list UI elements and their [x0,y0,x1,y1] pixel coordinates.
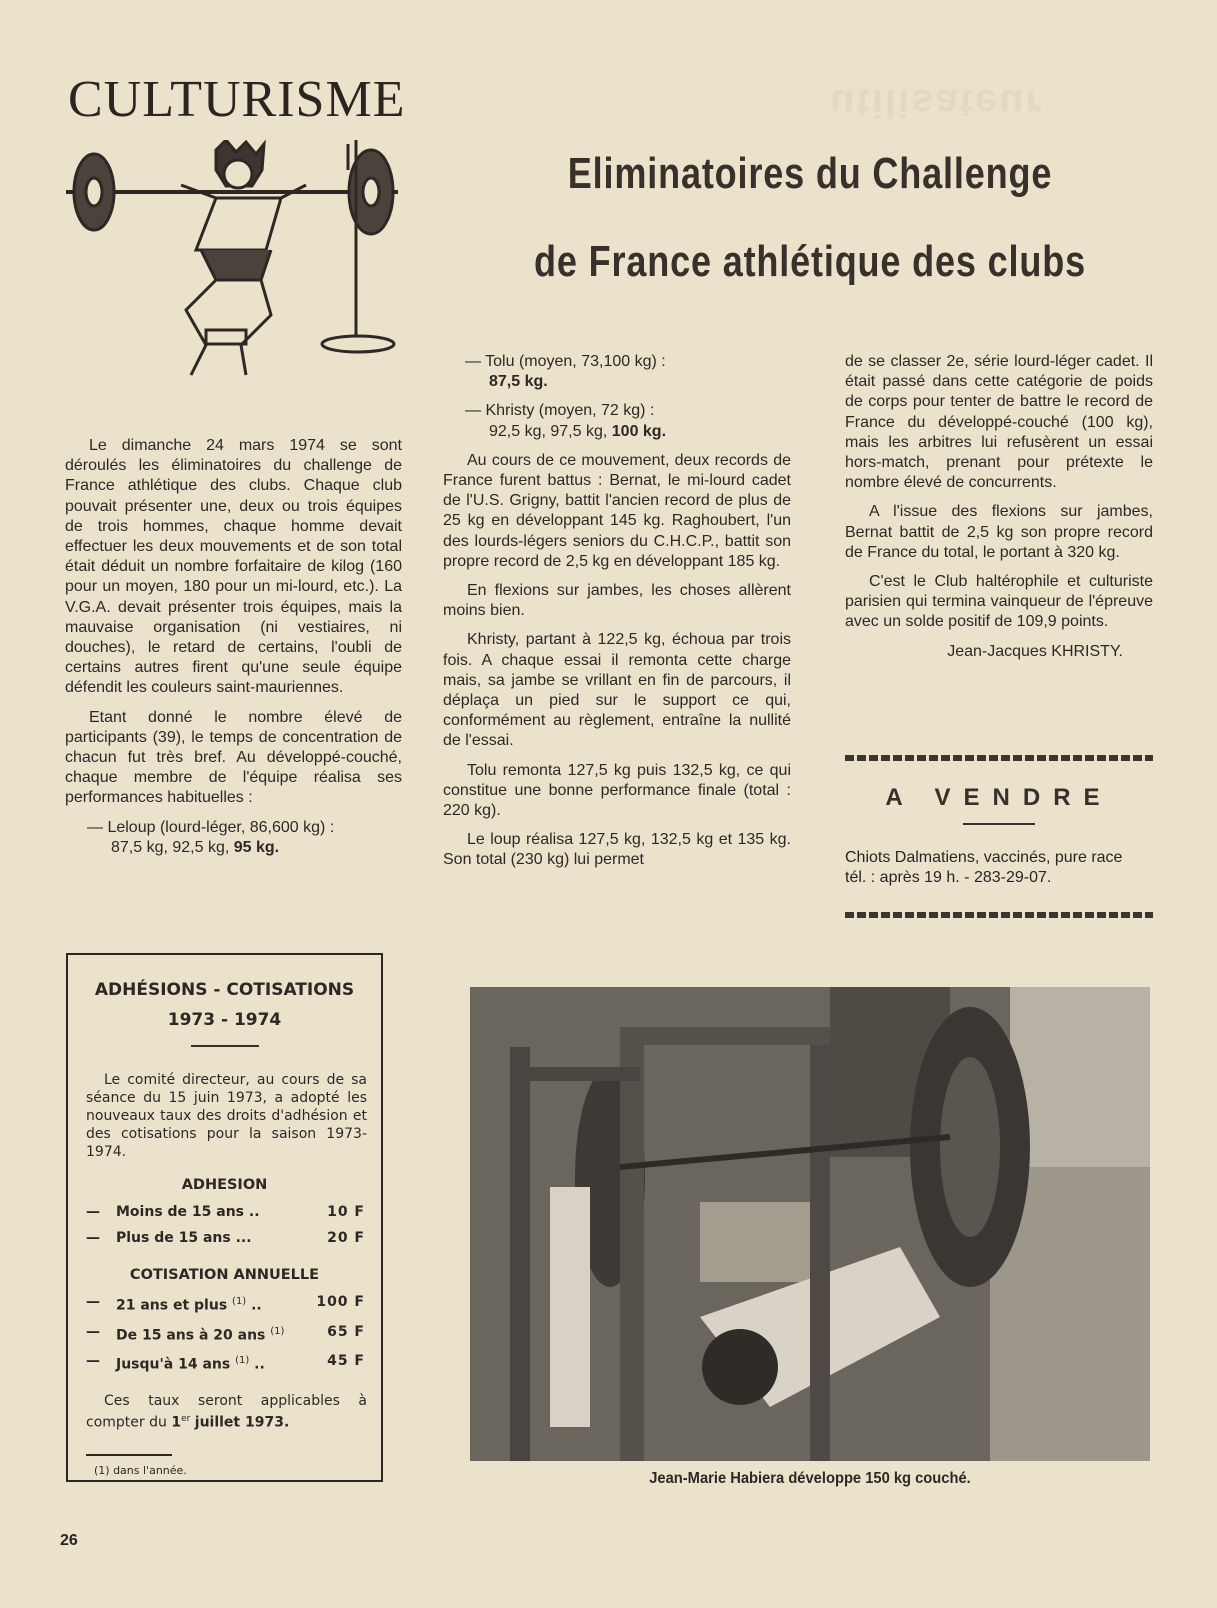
headline-line-2: de France athlétique des clubs [534,237,1086,286]
entry-best: 95 kg. [233,838,280,856]
rate-label-group [116,1348,305,1378]
result-entry-leloup [65,818,402,858]
rate-label: De 15 ans à 20 ans [116,1327,266,1344]
adhesion-heading: ADHESION [181,1177,268,1193]
footnote-ref: (1) [232,1296,247,1307]
rate-dash: — [86,1204,100,1220]
headline-line-1: Eliminatoires du Challenge [567,149,1053,198]
rate-dash: — [86,1294,100,1310]
rate-row [68,1348,381,1378]
result-entry-tolu [443,352,791,392]
rate-value: 45 F [327,1353,365,1370]
entry-values: 87,5 kg, 92,5 kg, [111,838,230,856]
rate-value: 65 F [327,1323,365,1340]
rate-label: 21 ans et plus [116,1297,228,1314]
entry-values: 92,5 kg, 97,5 kg, [489,422,608,440]
box-title-line-2: 1973 - 1974 [167,1010,282,1030]
weightlifter-illustration [66,140,406,390]
rate-label-group [116,1319,305,1349]
box-intro [68,1071,381,1161]
entry-name: — Leloup (lourd-léger, 86,600 kg) : [87,818,335,836]
rate-value: 10 F [327,1204,365,1220]
rate-label-group [116,1289,305,1319]
entry-best: 87,5 kg. [489,373,548,391]
box-outro [68,1392,381,1432]
entry-best: 100 kg. [611,422,667,440]
rate-row [68,1289,381,1319]
classified-line: tél. : après 19 h. - 283-29-07. [845,869,1052,886]
result-entry-khristy [443,401,791,441]
outro-date: juillet 1973. [194,1414,290,1431]
rate-value: 100 F [316,1294,365,1310]
article-paragraph: Etant donné le nombre élevé de participants (39), le temps de concentration de chacun fut très bref. Au développé-couché, chaque membre de l'équipe réalisa ses performances habituelles : [65,708,402,807]
rate-row [68,1225,381,1251]
membership-fees-box [66,953,383,1482]
author-signature: Jean-Jacques KHRISTY. [947,642,1123,660]
entry-name: — Khristy (moyen, 72 kg) : [465,402,655,420]
rate-label: Moins de 15 ans .. [116,1204,260,1220]
rate-leader: .. [246,1297,262,1314]
photo-caption: Jean-Marie Habiera développe 150 kg couché. [649,1470,971,1487]
classified-ad-text [845,848,1165,888]
article-paragraph: Le loup réalisa 127,5 kg, 132,5 kg et 135 kg. Son total (230 kg) lui permet [443,831,791,869]
article-headline [531,130,1089,306]
article-paragraph: Khristy, partant à 122,5 kg, échoua par trois fois. A chaque essai il remonta cette charge mais, sa jambe se vrillant en fin de parcours, il déplaça un pied sur le support ce qui, conformément au règlement, entraîne la nullité de l'essai. [443,631,791,750]
classified-line: Chiots Dalmatiens, vaccinés, pure race [845,849,1123,866]
article-paragraph: Au cours de ce mouvement, deux records de France furent battus : Bernat, le mi-lourd cadet de l'U.S. Grigny, battit l'ancien record de plus de 25 kg en développant 145 kg. Raghoubert, l'un des lourds-légers seniors du C.H.C.P., battit son propre record de 2,5 kg en développant 185 kg. [443,451,791,570]
footnote-rule [86,1454,172,1456]
bench-press-photo [470,987,1150,1461]
rate-dash: — [86,1353,100,1370]
article-paragraph: En flexions sur jambes, les choses allèrent moins bien. [443,582,791,620]
outro-day: 1 [171,1414,182,1431]
article-paragraph: Le dimanche 24 mars 1974 se sont déroulés les éliminatoires du challenge de France athlétique des clubs. Chaque club pouvait présenter une, deux ou trois équipes de trois hommes, chaque homme devait effectuer les deux mouvements et de son total était déduit un nombre forfaitaire de kilog (160 pour un moyen, 180 pour un mi-lourd, etc.). La V.G.A. devait présenter trois équipes, mais la mauvaise organisation (ni vestiaires, ni douches), le retard de certains, l'oubli de certains autres firent qu'une seule équipe défendit les couleurs saint-mauriennes. [65,437,402,697]
rate-leader: .. [249,1356,265,1373]
box-title-line-1: ADHÉSIONS - COTISATIONS [94,980,355,1000]
rope-divider-bottom [845,912,1153,918]
rate-label: Jusqu'à 14 ans [116,1356,231,1373]
page-number: 26 [60,1532,78,1549]
section-title: CULTURISME [68,71,406,128]
article-paragraph: Tolu remonta 127,5 kg puis 132,5 kg, ce qui constitue une bonne performance finale (total : 220 kg). [443,761,791,820]
rate-row [68,1199,381,1225]
weightlifter-drawing [66,140,406,390]
outro-day-sup: er [181,1413,191,1424]
box-intro-text: Le comité directeur, au cours de sa séance du 15 juin 1973, a adopté les nouveaux taux des droits d'adhésion et des cotisations pour la saison 1973-1974. [86,1072,367,1160]
article-column-3 [845,352,1153,662]
rate-label: Plus de 15 ans ... [116,1230,252,1246]
article-column-2 [443,352,791,880]
footnote-ref: (1) [235,1355,250,1367]
entry-name: — Tolu (moyen, 73,100 kg) : [465,353,666,370]
rope-divider-top [845,755,1153,761]
classified-title-rule [963,823,1035,825]
article-paragraph: C'est le Club haltérophile et culturiste parisien qui termina vainqueur de l'épreuve avec un solde positif de 109,9 points. [845,573,1153,631]
rate-dash: — [86,1230,100,1246]
footnote-ref: (1) [270,1325,285,1337]
show-through-text: utilisateur [830,81,1044,125]
cotisation-heading: COTISATION ANNUELLE [129,1267,320,1283]
article-column-1 [65,436,402,867]
rate-row [68,1319,381,1349]
box-title [68,975,381,1035]
outro-text: Ces taux seront applicables à compter du [86,1392,367,1431]
article-paragraph: de se classer 2e, série lourd-léger cadet. Il était passé dans cette catégorie de poids de corps pour tenter de battre le record de France du développé-couché (100 kg), mais les arbitres lui refusèrent un essai hors-match, prenant pour prétexte le nombre élevé de concurrents. [845,353,1153,492]
article-paragraph: A l'issue des flexions sur jambes, Bernat battit de 2,5 kg son propre record de France du total, le portant à 320 kg. [845,503,1153,561]
rate-value: 20 F [327,1230,365,1246]
classified-title: A VENDRE [885,784,1113,811]
rate-dash: — [86,1323,100,1340]
footnote: (1) dans l'année. [94,1463,187,1477]
photo-scene [470,987,1150,1461]
box-title-rule [191,1045,259,1047]
